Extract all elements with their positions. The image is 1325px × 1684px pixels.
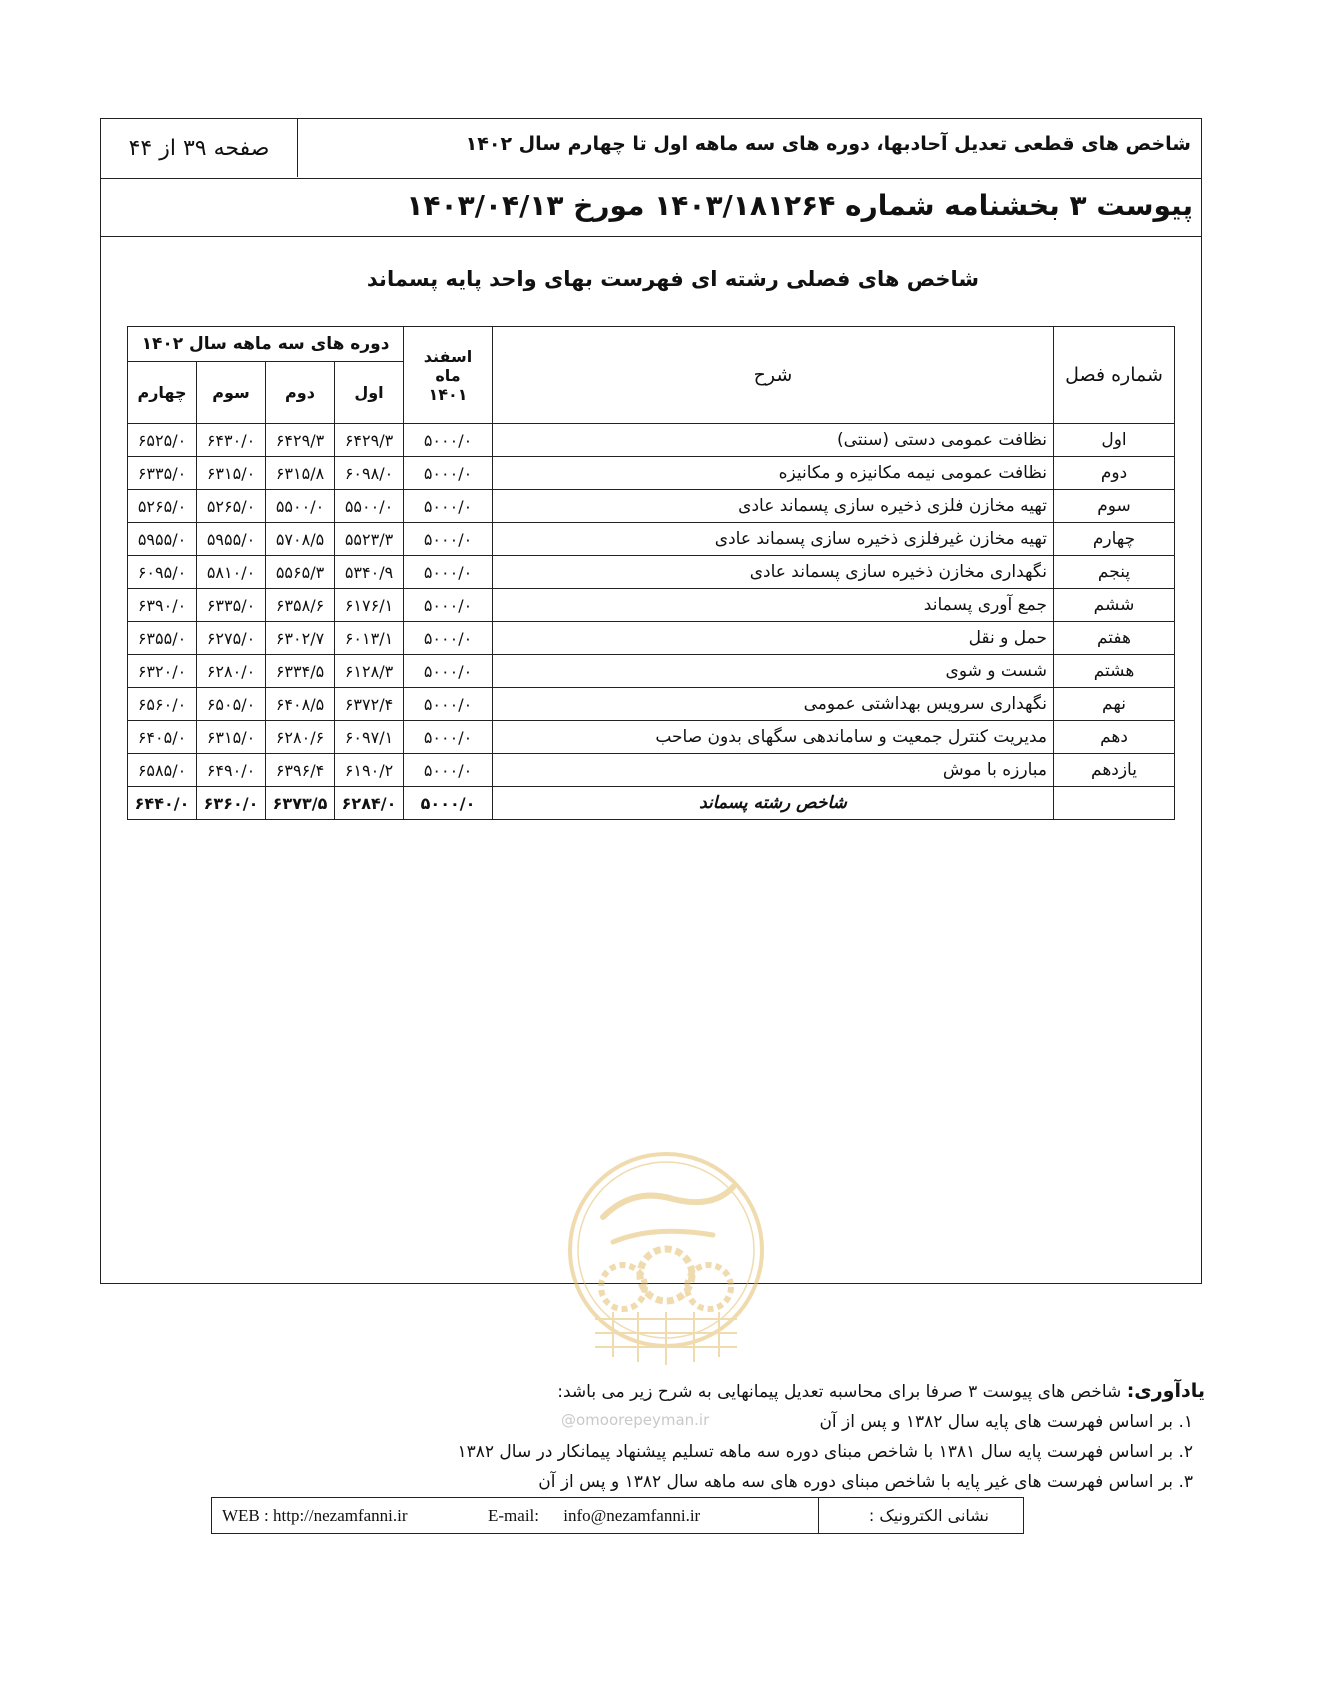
- cell-desc: تهیه مخازن غیرفلزی ذخیره سازی پسماند عادی: [493, 523, 1054, 556]
- cell-q2: ۶۳۹۶/۴: [266, 754, 335, 787]
- cell-q2: ۶۴۲۹/۳: [266, 424, 335, 457]
- notes-lead: یادآوری:: [1126, 1380, 1205, 1402]
- table-row: [128, 589, 1175, 622]
- cell-desc: مبارزه با موش: [493, 754, 1054, 787]
- document-frame: [100, 118, 1202, 1284]
- cell-q3: ۶۳۶۰/۰: [197, 787, 266, 820]
- table-row: [128, 622, 1175, 655]
- table-row: [128, 721, 1175, 754]
- cell-fasl: هشتم: [1054, 655, 1175, 688]
- cell-q4: ۶۵۶۰/۰: [128, 688, 197, 721]
- col-header-esfand: [404, 327, 493, 424]
- cell-esfand: ۵۰۰۰/۰: [404, 688, 493, 721]
- note-item-1: ۱. بر اساس فهرست های پایه سال ۱۳۸۲ و پس از آن: [819, 1412, 1193, 1432]
- cell-q3: ۶۳۱۵/۰: [197, 457, 266, 490]
- cell-fasl: ششم: [1054, 589, 1175, 622]
- page-number: صفحه ۳۹ از ۴۴: [101, 119, 298, 177]
- cell-q4: ۶۴۰۵/۰: [128, 721, 197, 754]
- cell-desc: نظافت عمومی دستی (سنتی): [493, 424, 1054, 457]
- appendix-row: [101, 179, 1201, 237]
- cell-q4: ۶۳۵۵/۰: [128, 622, 197, 655]
- cell-fasl: هفتم: [1054, 622, 1175, 655]
- cell-q1: ۵۵۰۰/۰: [335, 490, 404, 523]
- col-header-fasl: شماره فصل: [1054, 327, 1175, 424]
- cell-desc: نگهداری سرویس بهداشتی عمومی: [493, 688, 1054, 721]
- cell-desc: نگهداری مخازن ذخیره سازی پسماند عادی: [493, 556, 1054, 589]
- index-table: [127, 326, 1175, 820]
- cell-esfand: ۵۰۰۰/۰: [404, 622, 493, 655]
- cell-q4: ۶۴۴۰/۰: [128, 787, 197, 820]
- header-row: [101, 119, 1201, 179]
- cell-fasl: پنجم: [1054, 556, 1175, 589]
- cell-q2: ۶۳۱۵/۸: [266, 457, 335, 490]
- appendix-title: پیوست ۳ بخشنامه شماره ۱۴۰۳/۱۸۱۲۶۴ مورخ ۱۴۰۳/۰۴/۱۳: [406, 189, 1193, 222]
- footer-box: [211, 1497, 1024, 1534]
- cell-esfand: ۵۰۰۰/۰: [404, 556, 493, 589]
- cell-q1: ۶۱۹۰/۲: [335, 754, 404, 787]
- cell-desc: حمل و نقل: [493, 622, 1054, 655]
- cell-esfand: ۵۰۰۰/۰: [404, 754, 493, 787]
- cell-q1: ۶۱۲۸/۳: [335, 655, 404, 688]
- cell-q3: ۶۲۷۵/۰: [197, 622, 266, 655]
- cell-fasl: [1054, 787, 1175, 820]
- table-row: [128, 523, 1175, 556]
- cell-q2: ۶۳۳۴/۵: [266, 655, 335, 688]
- cell-q3: ۶۲۸۰/۰: [197, 655, 266, 688]
- cell-q3: ۵۸۱۰/۰: [197, 556, 266, 589]
- footer-email-label: E-mail:: [488, 1506, 539, 1525]
- cell-q2: ۶۳۰۲/۷: [266, 622, 335, 655]
- cell-esfand: ۵۰۰۰/۰: [404, 490, 493, 523]
- cell-q4: ۶۳۹۰/۰: [128, 589, 197, 622]
- cell-q1: ۵۵۲۳/۳: [335, 523, 404, 556]
- table-row: [128, 457, 1175, 490]
- col-header-esfand-line1: اسفند ماه: [423, 346, 473, 385]
- col-header-q1: اول: [335, 362, 404, 424]
- cell-q3: ۵۲۶۵/۰: [197, 490, 266, 523]
- col-header-q2: دوم: [266, 362, 335, 424]
- col-header-esfand-line2: ۱۴۰۱: [428, 384, 468, 404]
- document-title: شاخص های قطعی تعدیل آحادبها، دوره های سه ماهه اول تا چهارم سال ۱۴۰۲: [465, 133, 1191, 155]
- col-header-q3: سوم: [197, 362, 266, 424]
- cell-q2: ۶۳۷۳/۵: [266, 787, 335, 820]
- cell-fasl: دوم: [1054, 457, 1175, 490]
- cell-q4: ۶۳۳۵/۰: [128, 457, 197, 490]
- cell-fasl: چهارم: [1054, 523, 1175, 556]
- cell-esfand: ۵۰۰۰/۰: [404, 589, 493, 622]
- cell-fasl: اول: [1054, 424, 1175, 457]
- notes-intro-line: [205, 1376, 1205, 1407]
- cell-q1: ۶۴۲۹/۳: [335, 424, 404, 457]
- cell-q3: ۵۹۵۵/۰: [197, 523, 266, 556]
- cell-q3: ۶۵۰۵/۰: [197, 688, 266, 721]
- cell-q4: ۵۹۵۵/۰: [128, 523, 197, 556]
- cell-fasl: نهم: [1054, 688, 1175, 721]
- cell-q2: ۵۵۶۵/۳: [266, 556, 335, 589]
- cell-q3: ۶۴۳۰/۰: [197, 424, 266, 457]
- footer-web-link[interactable]: WEB : http://nezamfanni.ir: [222, 1506, 408, 1525]
- footer-email-link[interactable]: info@nezamfanni.ir: [563, 1506, 701, 1525]
- cell-q4: ۶۰۹۵/۰: [128, 556, 197, 589]
- cell-q3: ۶۳۱۵/۰: [197, 721, 266, 754]
- cell-desc: نظافت عمومی نیمه مکانیزه و مکانیزه: [493, 457, 1054, 490]
- note-item-2: ۲. بر اساس فهرست پایه سال ۱۳۸۱ با شاخص مبنای دوره سه ماهه تسلیم پیشنهاد پیمانکار در سال ۱۳۸۲: [457, 1442, 1193, 1462]
- cell-q1: ۶۳۷۲/۴: [335, 688, 404, 721]
- table-row: [128, 490, 1175, 523]
- cell-q4: ۶۵۲۵/۰: [128, 424, 197, 457]
- table-row: [128, 655, 1175, 688]
- cell-q1: ۵۳۴۰/۹: [335, 556, 404, 589]
- site-watermark: @omoorepeyman.ir: [561, 1411, 710, 1429]
- cell-q3: ۶۳۳۵/۰: [197, 589, 266, 622]
- cell-q2: ۶۲۸۰/۶: [266, 721, 335, 754]
- cell-fasl: دهم: [1054, 721, 1175, 754]
- cell-q1: ۶۰۹۸/۰: [335, 457, 404, 490]
- cell-q1: ۶۰۹۷/۱: [335, 721, 404, 754]
- cell-desc: مدیریت کنترل جمعیت و ساماندهی سگهای بدون صاحب: [493, 721, 1054, 754]
- table-body: [128, 424, 1175, 820]
- cell-esfand: ۵۰۰۰/۰: [404, 457, 493, 490]
- cell-q2: ۶۳۵۸/۶: [266, 589, 335, 622]
- table-row: [128, 556, 1175, 589]
- cell-fasl: سوم: [1054, 490, 1175, 523]
- cell-q1: ۶۲۸۴/۰: [335, 787, 404, 820]
- note-item-3: ۳. بر اساس فهرست های غیر پایه با شاخص مبنای دوره های سه ماهه سال ۱۳۸۲ و پس از آن: [538, 1472, 1193, 1492]
- cell-q4: ۵۲۶۵/۰: [128, 490, 197, 523]
- cell-q1: ۶۰۱۳/۱: [335, 622, 404, 655]
- cell-esfand: ۵۰۰۰/۰: [404, 721, 493, 754]
- cell-q2: ۵۵۰۰/۰: [266, 490, 335, 523]
- cell-q4: ۶۳۲۰/۰: [128, 655, 197, 688]
- footer-label: نشانی الکترونیک :: [818, 1498, 1023, 1533]
- table-row: [128, 424, 1175, 457]
- col-header-q4: چهارم: [128, 362, 197, 424]
- table-row: [128, 688, 1175, 721]
- col-header-desc: شرح: [493, 327, 1054, 424]
- cell-desc: شست و شوی: [493, 655, 1054, 688]
- table-row: [128, 754, 1175, 787]
- cell-q3: ۶۴۹۰/۰: [197, 754, 266, 787]
- cell-desc: جمع آوری پسماند: [493, 589, 1054, 622]
- table-row-total: [128, 787, 1175, 820]
- cell-esfand: ۵۰۰۰/۰: [404, 424, 493, 457]
- section-title: شاخص های فصلی رشته ای فهرست بهای واحد پایه پسماند: [366, 267, 980, 291]
- footer-email: [488, 1498, 700, 1533]
- cell-esfand: ۵۰۰۰/۰: [404, 523, 493, 556]
- cell-q2: ۵۷۰۸/۵: [266, 523, 335, 556]
- cell-desc: تهیه مخازن فلزی ذخیره سازی پسماند عادی: [493, 490, 1054, 523]
- cell-q1: ۶۱۷۶/۱: [335, 589, 404, 622]
- cell-q2: ۶۴۰۸/۵: [266, 688, 335, 721]
- cell-esfand: ۵۰۰۰/۰: [404, 655, 493, 688]
- notes-intro: شاخص های پیوست ۳ صرفا برای محاسبه تعدیل پیمانهایی به شرح زیر می باشد:: [557, 1382, 1122, 1402]
- cell-desc: شاخص رشته پسماند: [493, 787, 1054, 820]
- cell-fasl: یازدهم: [1054, 754, 1175, 787]
- notes-section: [205, 1376, 1205, 1497]
- col-group-header: دوره های سه ماهه سال ۱۴۰۲: [128, 327, 404, 362]
- cell-esfand: ۵۰۰۰/۰: [404, 787, 493, 820]
- omoor-peyman-logo-watermark: [563, 1147, 769, 1379]
- cell-q4: ۶۵۸۵/۰: [128, 754, 197, 787]
